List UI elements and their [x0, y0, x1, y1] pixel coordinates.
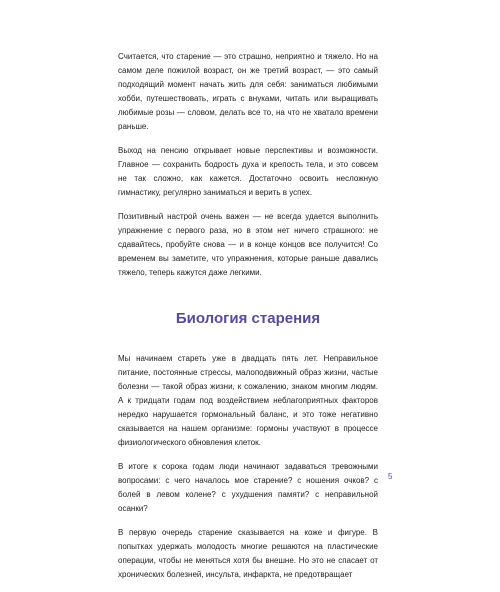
page-number: 5: [388, 472, 393, 481]
paragraph-biology-2: В итоге к сорока годам люди начинают задаваться тревожными вопросами: с чего началось мое старение? с ношения очков? с болей в левом колене? с ухудшения памяти? с неправильной осанки?: [118, 462, 378, 513]
page-content: [118, 50, 378, 592]
paragraph-intro-2: Выход на пенсию открывает новые перспективы и возможности. Главное — сохранить бодрость духа и крепость тела, и это совсем не так сложно, как кажется. Достаточно освоить несложную гимнастику, регулярно заниматься и верить в успех.: [118, 146, 378, 197]
paragraph-biology-3: В первую очередь старение сказывается на коже и фигуре. В попытках удержать молодость многие решаются на пластические операции, чтобы не меняться хотя бы внешне. Но это не спасает от хронических болезней, инсульта, инфаркта, не предотвращает: [118, 528, 378, 579]
paragraph-intro-1: Считается, что старение — это страшно, неприятно и тяжело. Но на самом деле пожилой возраст, он же третий возраст, — это самый подходящий момент начать жить для себя: заниматься любимыми хобби, путешествовать, играть с внуками, читать или выращивать любимые розы — словом, делать все то, на что не хватало времени раньше.: [118, 52, 378, 131]
paragraph-biology-1: Мы начинаем стареть уже в двадцать пять лет. Неправильное питание, постоянные стрессы, малоподвижный образ жизни, частые болезни — такой образ жизни, к сожалению, знаком многим людям. А к тридцати годам под воздействием неблагоприятных факторов нередко нарушается гормональный баланс, и это тоже негативно сказывается на нашем организме: гормоны участвуют в процессе физиологического обновления клеток.: [118, 354, 378, 447]
section-heading: Биология старения: [175, 310, 321, 327]
paragraph-intro-3: Позитивный настрой очень важен — не всегда удается выполнить упражнение с первого раза, но в этом нет ничего страшного: не сдавайтесь, пробуйте снова — и в конце концов все получится! Со временем вы заметите, что упражнения, которые раньше давались тяжело, теперь кажутся даже легкими.: [118, 212, 378, 277]
